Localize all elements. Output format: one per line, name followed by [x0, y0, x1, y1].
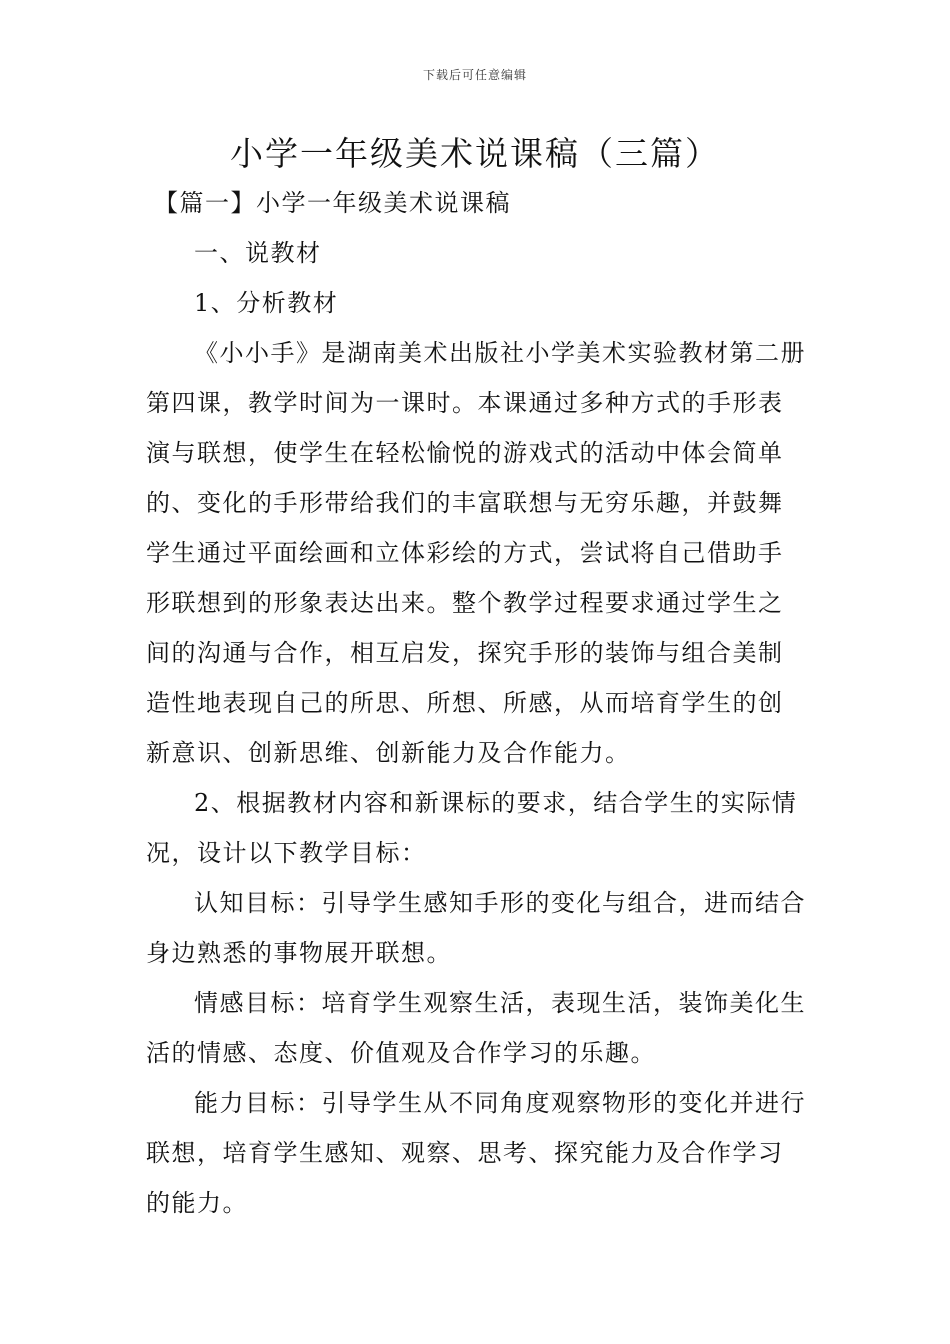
paragraph-emotional-goal: 情感目标：培育学生观察生活，表现生活，装饰美化生活的情感、态度、价值观及合作学习的乐趣。	[146, 989, 806, 1067]
heading-analyze-textbook: 1、分析教材	[194, 289, 339, 317]
paragraph-textbook-analysis: 《小小手》是湖南美术出版社小学美术实验教材第二册第四课，教学时间为一课时。本课通过多种方式的手形表演与联想，使学生在轻松愉悦的游戏式的活动中体会简单的、变化的手形带给我们的丰富联想与无穷乐趣，并鼓舞学生通过平面绘画和立体彩绘的方式，尝试将自己借助手形联想到的形象表达出来。整个教学过程要求通过学生之间的沟通与合作，相互启发，探究手形的装饰与组合美制造性地表现自己的所思、所想、所感，从而培育学生的创新意识、创新思维、创新能力及合作能力。	[146, 339, 806, 767]
heading-explain-textbook: 一、说教材	[194, 239, 322, 267]
paragraph-ability-goal: 能力目标：引导学生从不同角度观察物形的变化并进行联想，培育学生感知、观察、思考、探究能力及合作学习的能力。	[146, 1089, 806, 1217]
document-title: 小学一年级美术说课稿（三篇）	[230, 134, 720, 173]
section-heading: 【篇一】小学一年级美术说课稿	[154, 189, 511, 217]
header-note: 下载后可任意编辑	[422, 68, 527, 82]
document-body	[146, 178, 806, 1228]
paragraph-teaching-goals-intro: 2、根据教材内容和新课标的要求，结合学生的实际情况，设计以下教学目标：	[146, 789, 798, 867]
paragraph-cognitive-goal: 认知目标：引导学生感知手形的变化与组合，进而结合身边熟悉的事物展开联想。	[146, 889, 806, 967]
